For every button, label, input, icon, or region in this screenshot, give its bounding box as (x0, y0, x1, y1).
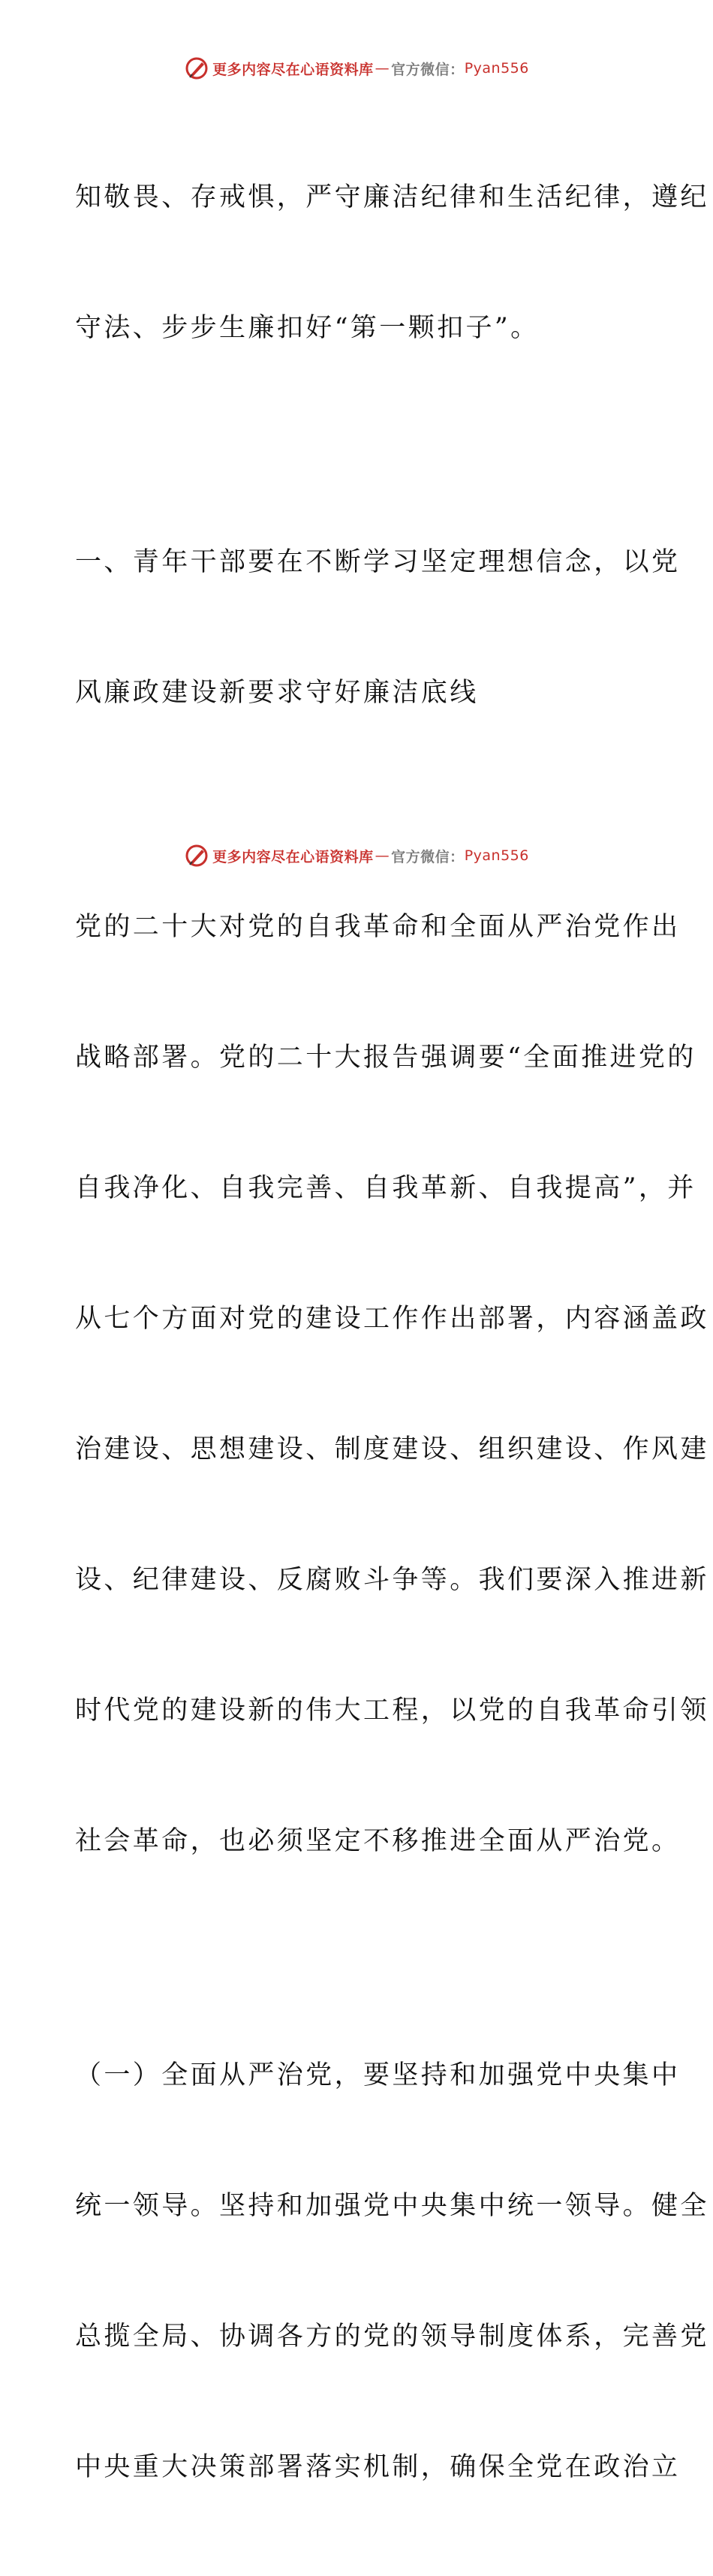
watermark-wechat-id: Pyan556 (464, 847, 529, 864)
watermark-wechat-id: Pyan556 (464, 60, 529, 77)
heading-line: 一、青年干部要在不断学习坚定理想信念，以党 (75, 547, 681, 577)
paragraph-subsection-1 (75, 1967, 709, 2576)
text-line: 时代党的建设新的伟大工程，以党的自我革命引领 (75, 1696, 709, 1726)
paragraph-twentieth-congress (75, 818, 709, 1950)
quill-logo-icon (184, 843, 209, 868)
text-line: （一）全面从严治党，要坚持和加强党中央集中 (75, 2060, 681, 2090)
watermark-site-text: 更多内容尽在心语资料库 (212, 848, 374, 865)
text-line: 知敬畏、存戒惧，严守廉洁纪律和生活纪律，遵纪 (75, 182, 709, 212)
document-body (75, 89, 709, 2576)
watermark-dash: — (375, 847, 390, 864)
text-line: 统一领导。坚持和加强党中央集中统一领导。健全 (75, 2191, 709, 2221)
quill-logo-icon (184, 56, 209, 81)
header-watermark (0, 53, 713, 83)
text-line: 设、纪律建设、反腐败斗争等。我们要深入推进新 (75, 1565, 709, 1595)
text-line: 从七个方面对党的建设工作作出部署，内容涵盖政 (75, 1304, 709, 1334)
text-line: 守法、步步生廉扣好“第一颗扣子”。 (75, 313, 540, 343)
text-line: 总揽全局、协调各方的党的领导制度体系，完善党 (75, 2322, 709, 2352)
text-line: 中央重大决策部署落实机制，确保全党在政治立 (75, 2452, 681, 2482)
watermark-wechat-label: 官方微信： (391, 848, 465, 865)
watermark-wechat-label: 官方微信： (391, 61, 465, 78)
heading-line: 风廉政建设新要求守好廉洁底线 (75, 678, 479, 708)
text-line: 党的二十大对党的自我革命和全面从严治党作出 (75, 912, 681, 942)
paragraph-intro (75, 89, 709, 437)
text-line: 社会革命，也必须坚定不移推进全面从严治党。 (75, 1826, 681, 1856)
footer-watermark (0, 841, 713, 871)
section-heading-1 (75, 453, 681, 802)
watermark-site-text: 更多内容尽在心语资料库 (212, 61, 374, 78)
text-line: 自我净化、自我完善、自我革新、自我提高”，并 (75, 1173, 696, 1203)
watermark-dash: — (375, 60, 390, 77)
text-line: 治建设、思想建设、制度建设、组织建设、作风建 (75, 1434, 709, 1464)
text-line: 战略部署。党的二十大报告强调要“全面推进党的 (75, 1043, 696, 1073)
